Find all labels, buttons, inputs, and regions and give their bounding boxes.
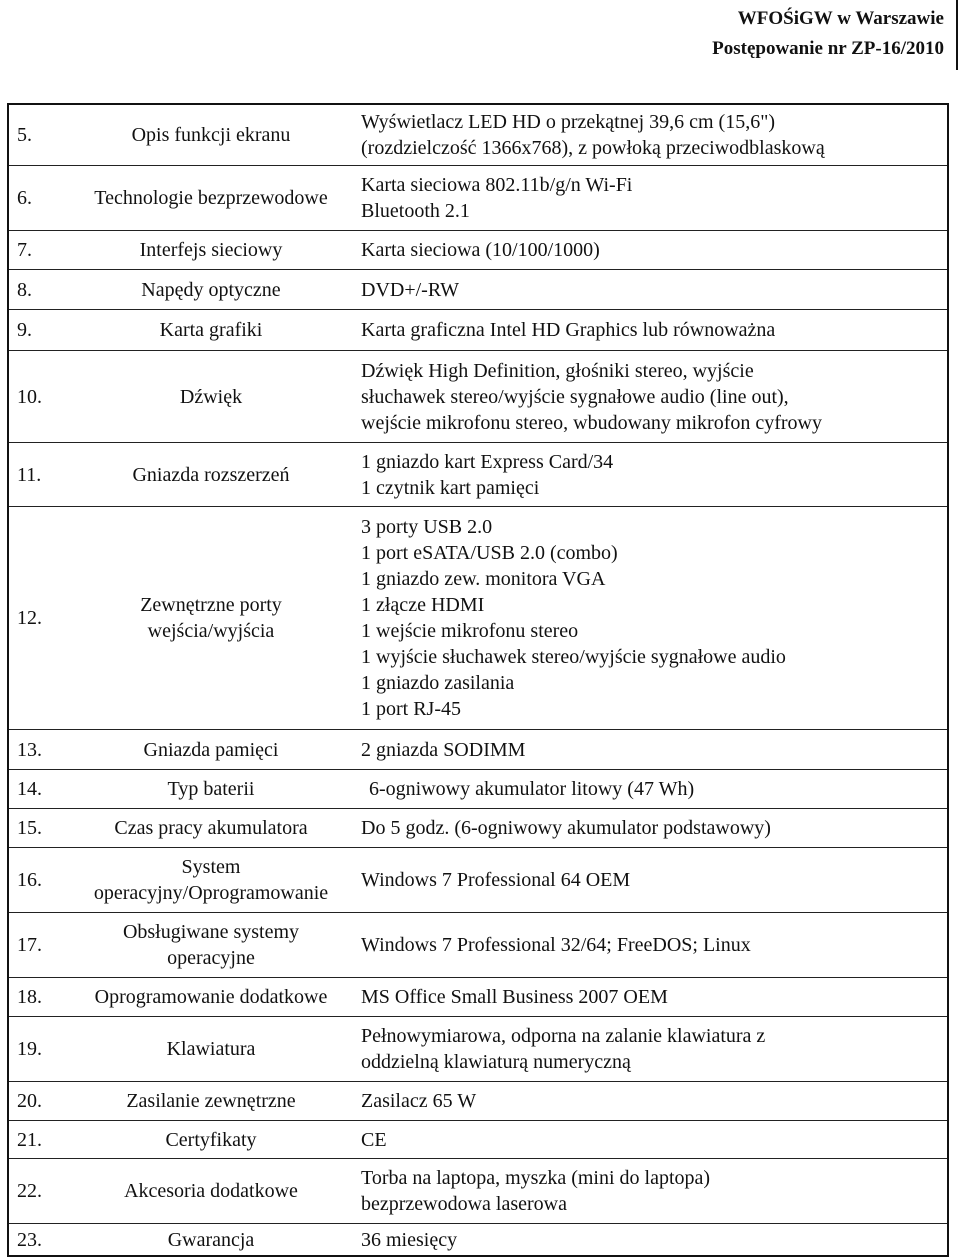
table-row — [9, 809, 947, 848]
row-feature: Karta grafiki — [159, 319, 263, 341]
row-number: 21. — [17, 1128, 42, 1151]
row-feature: Gwarancja — [167, 1228, 255, 1251]
row-value: 3 porty USB 2.0 1 port eSATA/USB 2.0 (combo) 1 gniazdo zew. monitora VGA 1 złącze HDMI 1 wejście mikrofonu stereo 1 wyjście słuchawek stereo/wyjście sygnałowe audio 1 gniazdo zasilania 1 port RJ-45 — [361, 516, 786, 720]
row-number: 19. — [17, 1038, 42, 1060]
row-value: 2 gniazda SODIMM — [361, 738, 526, 761]
row-value: Karta sieciowa 802.11b/g/n Wi-Fi Bluetooth 2.1 — [361, 174, 633, 222]
row-value: Karta graficzna Intel HD Graphics lub równoważna — [361, 319, 776, 341]
row-number: 20. — [17, 1090, 42, 1112]
row-number: 11. — [17, 463, 42, 486]
table-row — [9, 1159, 947, 1224]
table-row — [9, 270, 947, 310]
specification-table — [7, 103, 949, 1257]
table-row — [9, 310, 947, 351]
row-value: Torba na laptopa, myszka (mini do laptopa) bezprzewodowa laserowa — [361, 1167, 711, 1215]
row-value: 1 gniazdo kart Express Card/34 1 czytnik kart pamięci — [361, 450, 614, 499]
row-value: 36 miesięcy — [361, 1228, 458, 1251]
row-number: 14. — [17, 778, 42, 800]
row-value: Dźwięk High Definition, głośniki stereo, wyjście słuchawek stereo/wyjście sygnałowe audio (line out), wejście mikrofonu stereo, wbudowany mikrofon cyfrowy — [361, 359, 822, 434]
row-number: 10. — [17, 385, 42, 408]
row-feature: Czas pracy akumulatora — [114, 817, 308, 839]
row-number: 8. — [17, 278, 32, 301]
row-feature: Interfejs sieciowy — [139, 239, 283, 261]
table-row — [9, 443, 947, 507]
row-number: 18. — [17, 986, 42, 1008]
table-row — [9, 507, 947, 730]
header-divider — [956, 0, 958, 70]
row-number: 9. — [17, 319, 32, 341]
table-row — [9, 913, 947, 978]
row-number: 17. — [17, 934, 42, 956]
table-row — [9, 105, 947, 166]
header-procedure-number: Postępowanie nr ZP-16/2010 — [712, 38, 944, 59]
row-value: Zasilacz 65 W — [361, 1090, 477, 1112]
table-row — [9, 730, 947, 770]
row-value: Karta sieciowa (10/100/1000) — [361, 239, 600, 261]
row-feature: Klawiatura — [166, 1038, 256, 1060]
row-feature: Akcesoria dodatkowe — [124, 1180, 298, 1202]
row-number: 7. — [17, 239, 32, 261]
row-feature: Gniazda pamięci — [143, 738, 279, 761]
row-number: 15. — [17, 817, 42, 839]
row-value: Windows 7 Professional 64 OEM — [361, 869, 631, 891]
row-value: 6-ogniwowy akumulator litowy (47 Wh) — [369, 778, 695, 800]
table-row — [9, 770, 947, 809]
document-header — [712, 4, 944, 64]
row-value: Pełnowymiarowa, odporna na zalanie klawiatura z oddzielną klawiaturą numeryczną — [361, 1025, 766, 1073]
table-row — [9, 1017, 947, 1082]
row-feature: Gniazda rozszerzeń — [132, 463, 290, 486]
row-feature: Obsługiwane systemy operacyjne — [122, 921, 300, 969]
row-feature: Typ baterii — [167, 778, 255, 800]
row-feature: Certyfikaty — [165, 1128, 257, 1151]
row-value: MS Office Small Business 2007 OEM — [361, 986, 668, 1008]
row-number: 23. — [17, 1228, 42, 1251]
row-value: CE — [361, 1128, 387, 1151]
row-feature: Oprogramowanie dodatkowe — [94, 986, 328, 1008]
table-row — [9, 978, 947, 1017]
header-organization: WFOŚiGW w Warszawie — [737, 8, 944, 29]
row-number: 12. — [17, 607, 42, 629]
table-row — [9, 166, 947, 231]
row-value: DVD+/-RW — [361, 278, 459, 301]
table-row — [9, 351, 947, 443]
table-row — [9, 1121, 947, 1159]
row-value: Windows 7 Professional 32/64; FreeDOS; Linux — [361, 934, 751, 956]
row-number: 22. — [17, 1180, 42, 1202]
row-number: 13. — [17, 738, 42, 761]
table-row — [9, 1224, 947, 1255]
row-feature: Napędy optyczne — [141, 278, 281, 301]
row-feature: Zasilanie zewnętrzne — [126, 1090, 296, 1112]
row-number: 5. — [17, 124, 32, 146]
row-value: Do 5 godz. (6-ogniwowy akumulator podstawowy) — [361, 817, 771, 839]
row-feature: Opis funkcji ekranu — [131, 124, 291, 146]
row-feature: Technologie bezprzewodowe — [94, 187, 328, 209]
row-feature: System operacyjny/Oprogramowanie — [93, 856, 329, 904]
row-value: Wyświetlacz LED HD o przekątnej 39,6 cm (15,6") (rozdzielczość 1366x768), z powłoką przeciwodblaskową — [361, 111, 825, 159]
row-feature: Zewnętrzne porty wejścia/wyjścia — [140, 594, 282, 642]
table-row — [9, 848, 947, 913]
row-number: 16. — [17, 869, 42, 891]
row-feature: Dźwięk — [179, 385, 243, 408]
row-number: 6. — [17, 187, 32, 209]
table-row — [9, 1082, 947, 1121]
table-row — [9, 231, 947, 270]
